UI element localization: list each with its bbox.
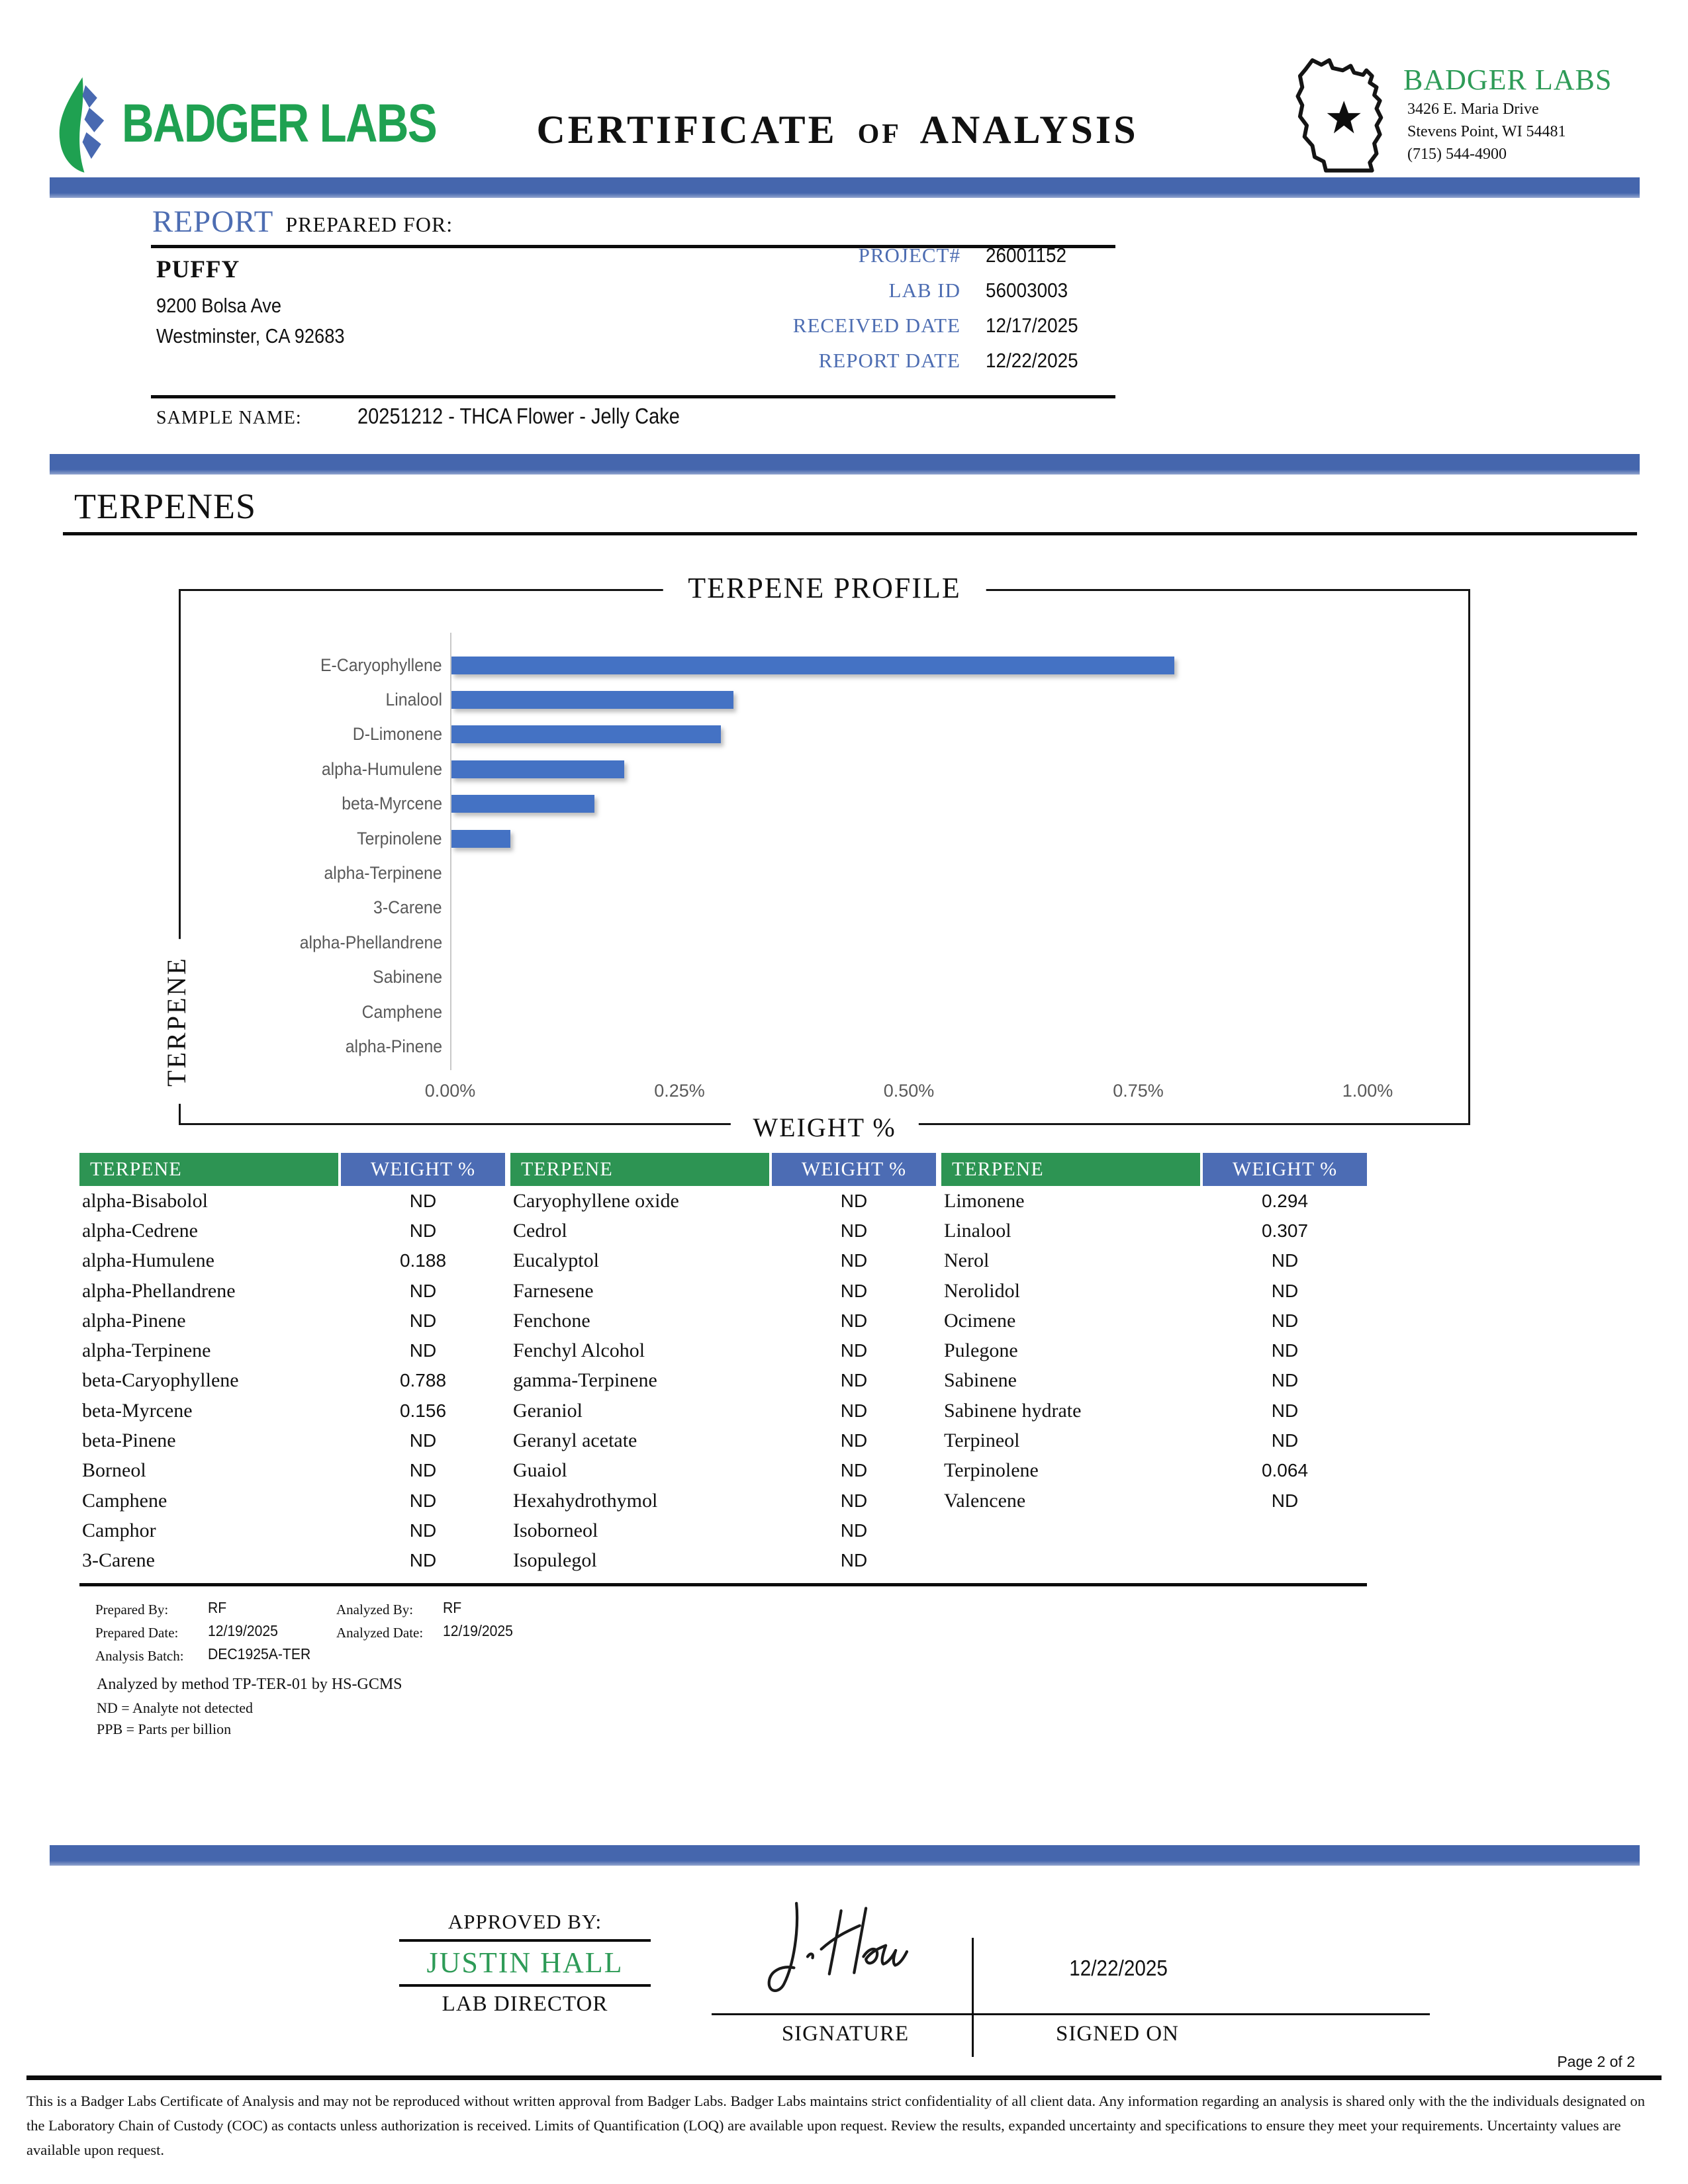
report-meta-label: PROJECT# [858,244,961,267]
table-row-terpene-name: Linalool [944,1219,1011,1242]
client-address-line2: Westminster, CA 92683 [156,324,345,347]
chart-category-label: Camphene [361,1001,442,1022]
table-row-terpene-name: Ocimene [944,1309,1016,1332]
prepared-date-label: Prepared Date: [95,1625,179,1641]
table-row-terpene-name: alpha-Cedrene [82,1219,198,1242]
chart-category-row [187,787,442,821]
report-meta-row [676,244,1115,279]
table-row-weight-value: 0.064 [1261,1460,1309,1481]
table-row-terpene-name: Camphene [82,1489,167,1512]
chart-bar [451,657,1174,674]
method-note: Analyzed by method TP-TER-01 by HS-GCMS [97,1676,402,1693]
table-row-weight-value: ND [409,1340,437,1361]
table-row-terpene-name: Farnesene [513,1279,594,1302]
chart-x-tick-label: 0.50% [883,1081,935,1101]
chart-category-label: alpha-Pinene [345,1036,442,1056]
table-header-weight: WEIGHT % [341,1153,505,1186]
table-row-terpene-name: beta-Pinene [82,1430,176,1452]
divider-bar-top [50,177,1640,198]
table-header-weight: WEIGHT % [772,1153,936,1186]
table-row-weight-value: ND [409,1430,437,1451]
table-row-weight-value: ND [409,1310,437,1331]
table-row-terpene-name: Terpineol [944,1430,1020,1452]
report-meta-label: REPORT DATE [818,349,961,372]
table-row-weight-value: ND [409,1190,437,1211]
chart-category-label: D-Limonene [352,724,442,745]
table-row-weight-value: ND [840,1460,868,1481]
signature-label: SIGNATURE [781,2022,910,2046]
table-row-weight-value: ND [840,1190,868,1211]
chart-category-row [187,856,442,890]
signature-rule [712,2013,1430,2015]
prepared-date-value: 12/19/2025 [208,1622,278,1639]
footer-disclaimer: This is a Badger Labs Certificate of Analysis and may not be reproduced without written approval from Badger Labs. Badger Labs maintains strict confidentiality of all client data. Any information regarding an analysis is shared only with the the individuals designated on the Laboratory Chain of Custody (COC) as contacts unless authorization is received. Limits of Quantification (LOQ) are available upon request. Review the results, expanded uncertainty and specifications to ensure they meet your requirements. Uncertainty values are available upon request. [26,2093,1645,2158]
table-row-terpene-name: Valencene [944,1489,1026,1512]
chart-y-axis-title: TERPENE [161,939,192,1104]
approved-by-label: APPROVED BY: [447,1910,602,1933]
table-row-weight-value: ND [840,1280,868,1301]
lab-name: BADGER LABS [1403,64,1613,96]
chart-bar [451,830,510,848]
table-header-terpene: TERPENE [79,1153,338,1186]
chart-title: TERPENE PROFILE [663,571,986,605]
report-meta-value: 26001152 [986,244,1067,267]
chart-bar [451,691,733,709]
table-row-weight-value: ND [840,1370,868,1391]
report-meta-row [676,279,1115,314]
wisconsin-map-icon [1292,53,1405,180]
chart-x-axis-title: WEIGHT % [730,1112,918,1143]
table-row-terpene-name: Limonene [944,1189,1025,1212]
chart-category-label: alpha-Terpinene [324,862,442,883]
report-meta-value: 12/22/2025 [986,349,1078,372]
table-row-weight-value: ND [409,1460,437,1481]
chart-category-row [187,925,442,960]
table-row-weight-value: 0.156 [399,1400,447,1421]
logo-wordmark: BADGER LABS [122,93,437,154]
signature-date-divider [972,1938,974,2057]
chart-x-tick-label: 0.75% [1113,1081,1164,1101]
table-row-weight-value: ND [840,1220,868,1241]
table-row-terpene-name: Nerolidol [944,1279,1020,1302]
section-title-rule [63,532,1637,535]
table-row-terpene-name: Borneol [82,1459,146,1482]
analysis-batch-label: Analysis Batch: [95,1648,184,1664]
table-row-terpene-name: alpha-Pinene [82,1309,186,1332]
table-row-terpene-name: Pulegone [944,1340,1018,1362]
report-meta-row [676,314,1115,349]
table-row-weight-value: ND [1271,1490,1299,1511]
chart-category-label: 3-Carene [373,897,442,918]
document-title: CERTIFICATE of ANALYSIS [536,108,1139,152]
table-row-terpene-name: Nerol [944,1250,990,1272]
report-meta-row [676,349,1115,384]
table-header-terpene: TERPENE [510,1153,769,1186]
table-row-terpene-name: Cedrol [513,1219,567,1242]
table-row-terpene-name: Terpinolene [944,1459,1039,1482]
table-row-weight-value: ND [1271,1400,1299,1421]
report-meta-value: 12/17/2025 [986,314,1078,337]
chart-category-label: Sabinene [373,967,442,987]
nd-definition-note: ND = Analyte not detected [97,1700,254,1716]
table-row-weight-value: ND [409,1220,437,1241]
signed-on-label: SIGNED ON [1056,2022,1179,2046]
table-row-weight-value: ND [840,1250,868,1271]
analyzed-date-value: 12/19/2025 [443,1622,513,1639]
lab-phone: (715) 544-4900 [1407,146,1507,163]
table-row-weight-value: ND [840,1340,868,1361]
report-meta-fields [676,244,1115,384]
table-row-weight-value: ND [409,1520,437,1541]
table-row-weight-value: 0.188 [399,1250,447,1271]
analyzed-by-value: RF [443,1599,462,1616]
table-row-weight-value: ND [1271,1430,1299,1451]
signature-image [748,1891,947,2011]
table-row-weight-value: ND [840,1310,868,1331]
sample-name-label: SAMPLE NAME: [156,408,302,428]
chart-category-label: alpha-Humulene [321,758,442,779]
table-row-terpene-name: Caryophyllene oxide [513,1189,679,1212]
table-row-terpene-name: alpha-Phellandrene [82,1279,236,1302]
chart-category-row [187,648,442,682]
report-heading [152,204,453,240]
lab-address-line1: 3426 E. Maria Drive [1407,101,1539,118]
chart-category-row [187,821,442,856]
table-row-weight-value: 0.307 [1261,1220,1309,1241]
signed-on-date: 12/22/2025 [1069,1956,1168,1980]
divider-bar-approval [50,1845,1640,1866]
table-row-terpene-name: Isopulegol [513,1549,597,1572]
table-row-terpene-name: gamma-Terpinene [513,1369,657,1392]
table-row-terpene-name: Fenchone [513,1309,590,1332]
ppb-definition-note: PPB = Parts per billion [97,1721,232,1737]
table-row-terpene-name: Sabinene hydrate [944,1399,1082,1422]
table-row-terpene-name: alpha-Bisabolol [82,1189,208,1212]
report-meta-label: LAB ID [888,279,961,302]
approved-by-underline [399,1939,651,1942]
terpene-profile-chart [162,572,1470,1142]
chart-x-tick-label: 0.00% [424,1081,476,1101]
chart-category-row [187,717,442,752]
approver-name-underline [399,1984,651,1987]
table-row-weight-value: ND [840,1550,868,1571]
table-row-terpene-name: Camphor [82,1519,156,1541]
table-row-weight-value: ND [840,1490,868,1511]
table-row-weight-value: ND [1271,1370,1299,1391]
table-row-weight-value: ND [409,1280,437,1301]
chart-bar [451,725,721,743]
chart-x-tick-label: 0.25% [654,1081,705,1101]
analysis-batch-value: DEC1925A-TER [208,1645,311,1662]
report-meta-label: RECEIVED DATE [792,314,961,337]
prepared-by-value: RF [208,1599,227,1616]
lab-address-line2: Stevens Point, WI 54481 [1407,123,1566,140]
chart-category-label: Linalool [385,689,442,709]
table-bottom-rule [79,1583,1367,1586]
table-row-terpene-name: Geraniol [513,1399,583,1422]
chart-x-tick-label: 1.00% [1342,1081,1393,1101]
table-header-weight: WEIGHT % [1203,1153,1367,1186]
table-row-terpene-name: Geranyl acetate [513,1430,637,1452]
footer-rule [26,2075,1662,2080]
table-row-weight-value: ND [409,1550,437,1571]
chart-bar [451,795,594,813]
table-row-weight-value: ND [840,1520,868,1541]
table-row-terpene-name: beta-Myrcene [82,1399,193,1422]
prepared-by-label: Prepared By: [95,1602,169,1617]
chart-category-label: Terpinolene [357,828,442,848]
table-row-terpene-name: Sabinene [944,1369,1017,1392]
report-heading-primary: REPORT [152,205,274,239]
chart-category-label: beta-Myrcene [342,794,442,814]
table-row-weight-value: ND [840,1430,868,1451]
table-row-terpene-name: Eucalyptol [513,1250,599,1272]
table-row-weight-value: ND [1271,1310,1299,1331]
chart-category-row [187,995,442,1029]
badger-labs-leaf-icon [53,74,116,175]
approver-name: JUSTIN HALL [426,1946,624,1979]
table-header-terpene: TERPENE [941,1153,1200,1186]
report-meta-value: 56003003 [986,279,1068,302]
table-row-terpene-name: Isoborneol [513,1519,598,1541]
chart-category-label: E-Caryophyllene [320,655,442,675]
divider-bar-terpenes [50,454,1640,475]
table-row-weight-value: ND [1271,1280,1299,1301]
table-row-weight-value: ND [1271,1250,1299,1271]
section-title: TERPENES [74,486,257,526]
table-row-weight-value: 0.294 [1261,1190,1309,1211]
chart-category-row [187,960,442,995]
chart-bar [451,760,624,778]
table-row-terpene-name: alpha-Humulene [82,1250,214,1272]
sample-section-rule [151,395,1115,398]
table-row-terpene-name: 3-Carene [82,1549,155,1572]
analyzed-by-label: Analyzed By: [336,1602,414,1617]
analyzed-date-label: Analyzed Date: [336,1625,424,1641]
approver-title: LAB DIRECTOR [442,1992,608,2016]
table-row-terpene-name: Hexahydrothymol [513,1489,658,1512]
table-row-weight-value: ND [1271,1340,1299,1361]
page-number-label: Page 2 of 2 [1557,2053,1635,2070]
table-row-terpene-name: alpha-Terpinene [82,1340,211,1362]
client-name: PUFFY [156,256,240,283]
chart-category-row [187,891,442,925]
report-heading-secondary: PREPARED FOR: [285,212,453,236]
sample-name-value: 20251212 - THCA Flower - Jelly Cake [357,404,680,428]
table-row-terpene-name: Fenchyl Alcohol [513,1340,645,1362]
table-row-terpene-name: Guaiol [513,1459,567,1482]
table-row-weight-value: ND [409,1490,437,1511]
chart-category-row [187,752,442,786]
table-row-terpene-name: beta-Caryophyllene [82,1369,239,1392]
chart-category-row [187,682,442,717]
client-address-line1: 9200 Bolsa Ave [156,294,282,317]
chart-category-row [187,1029,442,1064]
table-row-weight-value: 0.788 [399,1370,447,1391]
table-row-weight-value: ND [840,1400,868,1421]
chart-category-label: alpha-Phellandrene [299,932,442,952]
